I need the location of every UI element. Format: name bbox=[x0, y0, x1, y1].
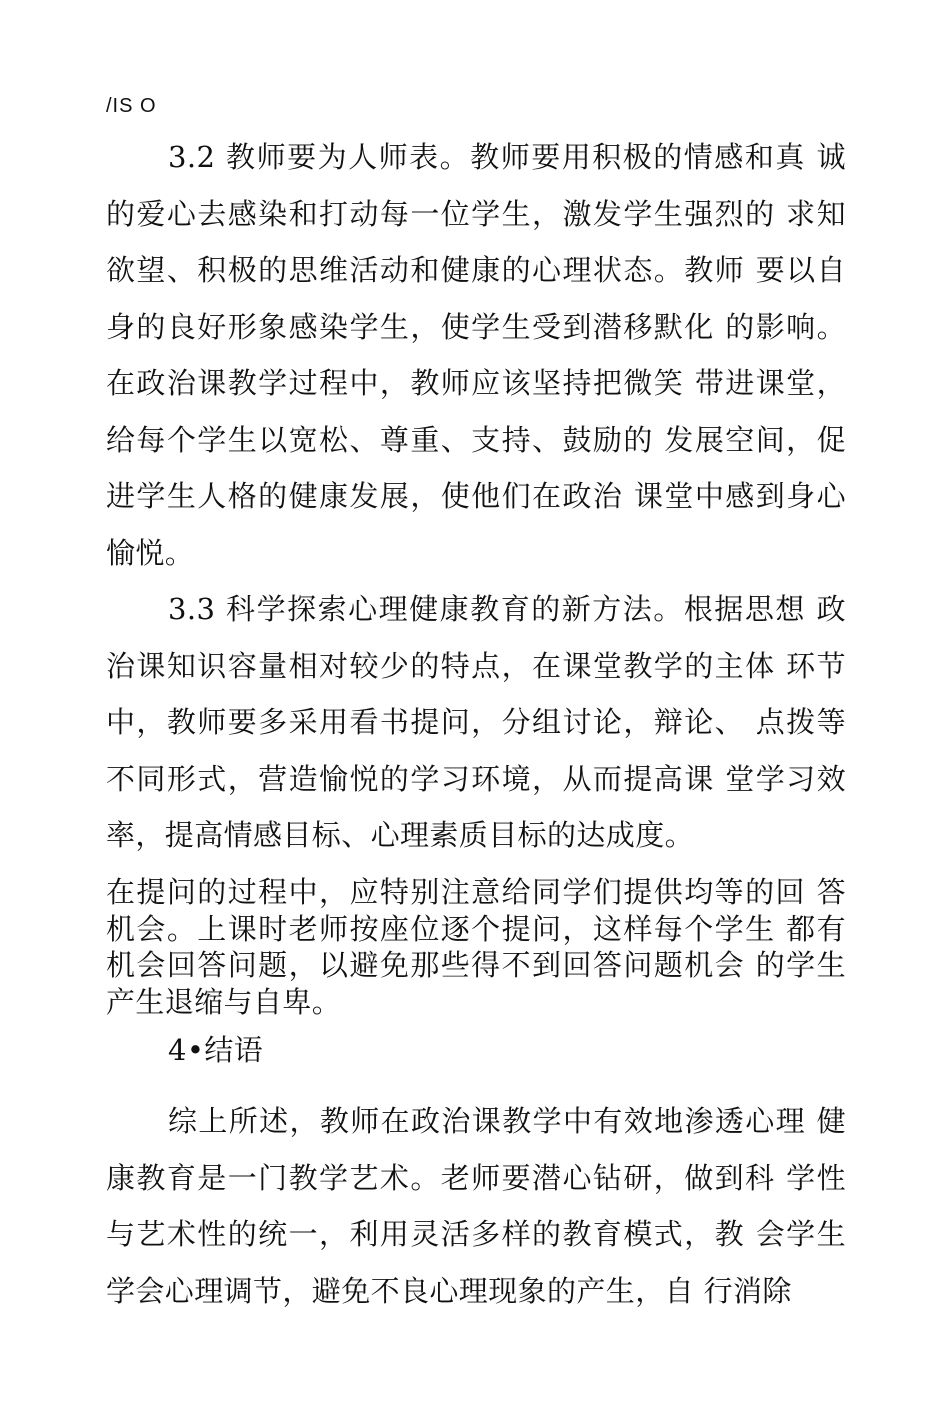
paragraph-section-3-2: 3.2 教师要为人师表。教师要用积极的情感和真 诚的爱心去感染和打动每一位学生，激发学生强烈的 求知欲望、积极的思维活动和健康的心理状态。教师 要以自身的良好形象感染学生，使学生受到潜移默化 的影响。在政治课教学过程中，教师应该坚持把微笑 带进课堂，给每个学生以宽松、尊重、支持、鼓励的 发展空间，促进学生人格的健康发展，使他们在政治 课堂中感到身心愉悦。 bbox=[106, 140, 846, 570]
section-heading-conclusion: 4•结语 bbox=[168, 1033, 264, 1067]
paragraph-conclusion: 综上所述，教师在政治课教学中有效地渗透心理 健康教育是一门教学艺术。老师要潜心钻研，做到科 学性与艺术性的统一，利用灵活多样的教育模式，教 会学生学会心理调节，避免不良心理现象的产生，自 行消除 bbox=[106, 1104, 846, 1308]
paragraph-section-3-3: 3.3 科学探索心理健康教育的新方法。根据思想 政治课知识容量相对较少的特点，在课堂教学的主体 环节中，教师要多采用看书提问，分组讨论，辩论、 点拨等不同形式，营造愉悦的学习环境，从而提高课 堂学习效率，提高情感目标、心理素质目标的达成度。 bbox=[106, 592, 846, 852]
page-header-mark: /IS O bbox=[106, 95, 157, 117]
paragraph-questioning: 在提问的过程中，应特别注意给同学们提供均等的回 答机会。上课时老师按座位逐个提问，这样每个学生 都有机会回答问题，以避免那些得不到回答问题机会 的学生产生退缩与自卑。 bbox=[106, 875, 846, 1019]
